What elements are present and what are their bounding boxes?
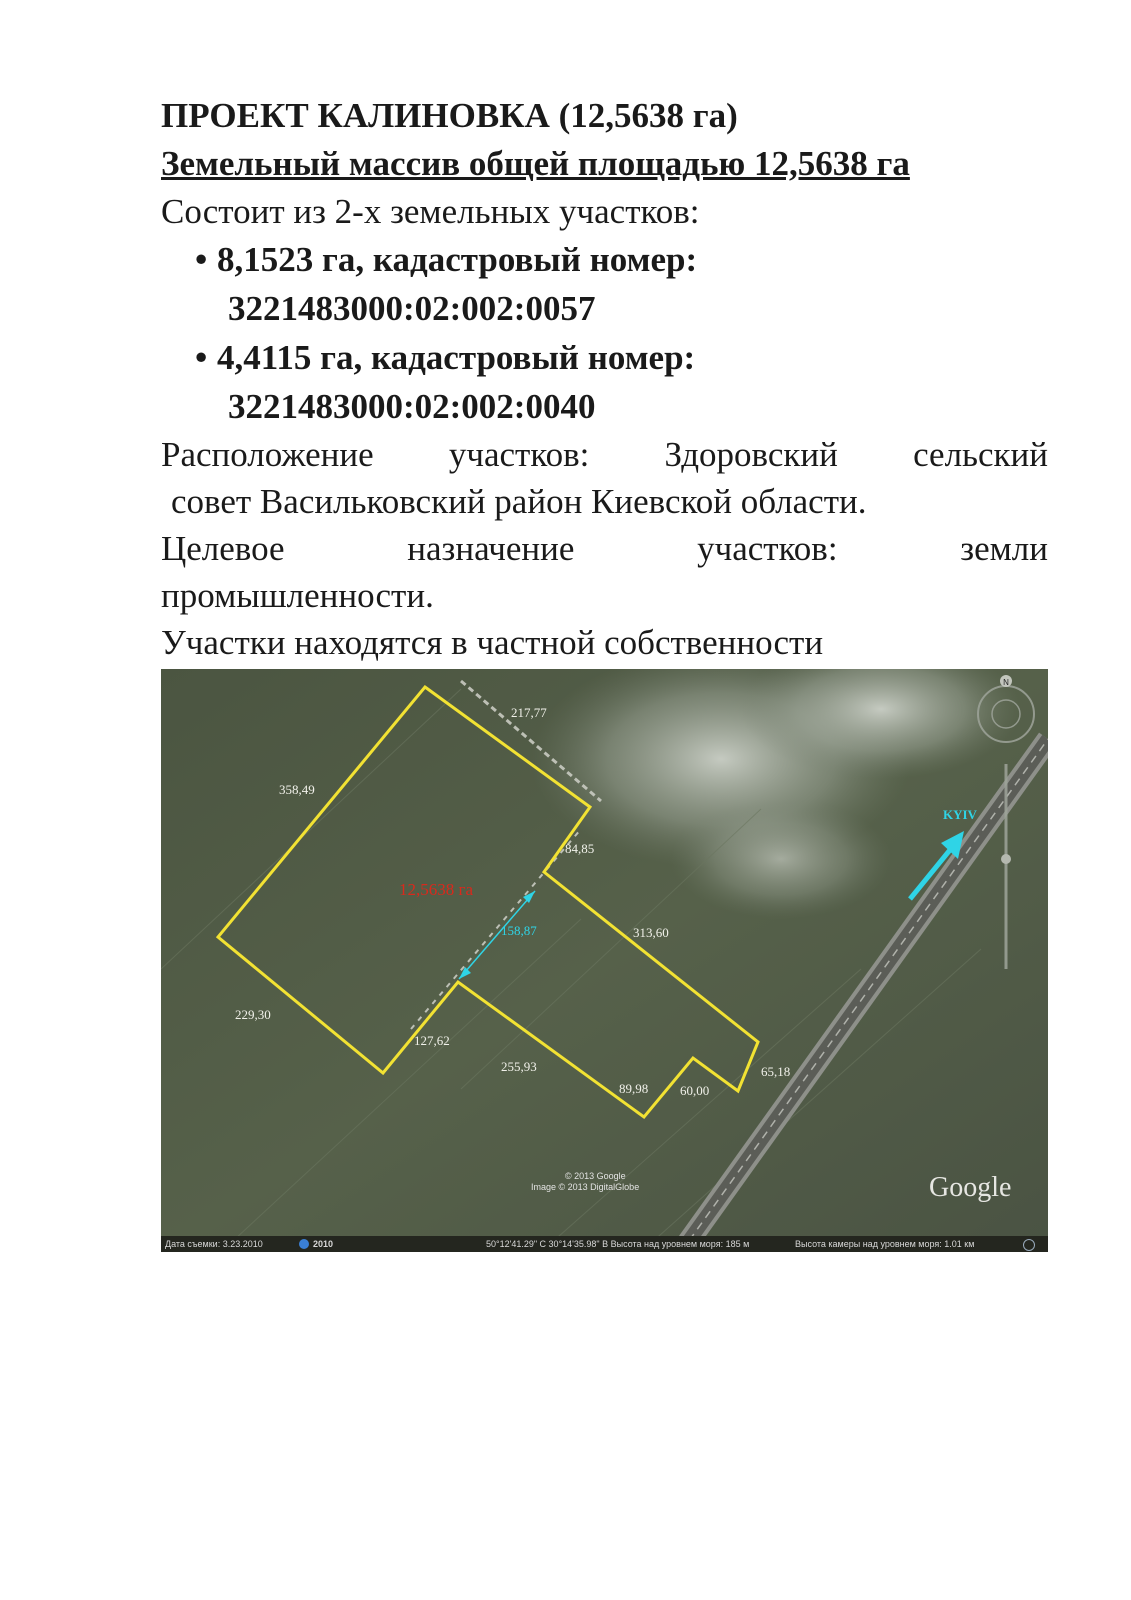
location-line-1: Расположение участков: Здоровский сельский (161, 435, 1048, 474)
direction-label: KYIV (943, 807, 977, 822)
segment-label: 313,60 (633, 925, 669, 940)
map-labels (161, 669, 1048, 1252)
coordinates-readout: 50°12'41.29" С 30°14'35.98" В Высота над уровнем моря: 185 м (486, 1239, 750, 1249)
map-copyright: © 2013 Google (565, 1171, 626, 1181)
history-icon[interactable] (299, 1239, 309, 1249)
bullet-icon: • (195, 338, 208, 377)
plot-item (195, 333, 1048, 431)
plot-list (161, 235, 1048, 431)
document-page (161, 92, 1048, 666)
plot-cadastral-number: 3221483000:02:002:0057 (228, 289, 596, 328)
segment-label: 255,93 (501, 1059, 537, 1074)
total-area-label: 12,5638 га (399, 880, 474, 899)
segment-label: 217,77 (511, 705, 547, 720)
bullet-icon: • (195, 240, 208, 279)
streaming-status-icon (1023, 1239, 1035, 1251)
segment-label: 358,49 (279, 782, 315, 797)
satellite-map (161, 669, 1048, 1252)
document-title: ПРОЕКТ КАЛИНОВКА (12,5638 га) (161, 96, 738, 135)
segment-label: 60,00 (680, 1083, 710, 1098)
segment-label: 158,87 (501, 923, 537, 938)
segment-label: 65,18 (761, 1064, 791, 1079)
capture-date: Дата съемки: 3.23.2010 (165, 1239, 263, 1249)
location-line-2: совет Васильковский район Киевской области. (171, 482, 867, 521)
segment-label: 89,98 (619, 1081, 649, 1096)
north-label: N (1003, 678, 1009, 687)
segment-label: 84,85 (565, 841, 595, 856)
purpose-line-1: Целевое назначение участков: земли (161, 529, 1048, 568)
eye-altitude-readout: Высота камеры над уровнем моря: 1.01 км (795, 1239, 975, 1249)
document-subtitle: Земельный массив общей площадью 12,5638 га (161, 144, 910, 183)
imagery-copyright: Image © 2013 DigitalGlobe (531, 1182, 640, 1192)
segment-label: 229,30 (235, 1007, 271, 1022)
intro-text: Состоит из 2-х земельных участков: (161, 192, 700, 231)
ownership-text: Участки находятся в частной собственности (161, 623, 824, 662)
segment-label: 127,62 (414, 1033, 450, 1048)
imagery-year: 2010 (313, 1239, 334, 1249)
purpose-line-2: промышленности. (161, 576, 434, 615)
plot-area: 8,1523 га, кадастровый номер: (217, 240, 698, 279)
plot-area: 4,4115 га, кадастровый номер: (217, 338, 696, 377)
google-logo: Google (929, 1172, 1012, 1203)
map-status-bar (161, 1236, 1048, 1252)
plot-item (195, 235, 1048, 333)
plot-cadastral-number: 3221483000:02:002:0040 (228, 387, 596, 426)
